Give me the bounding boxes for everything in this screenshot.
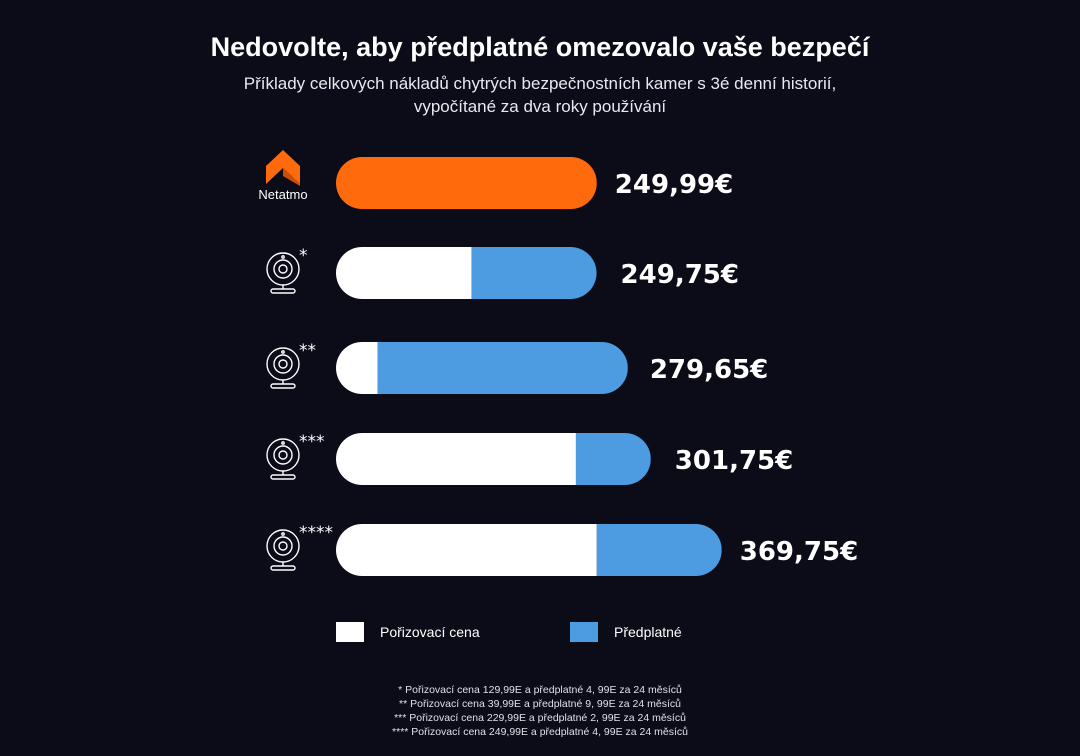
legend-swatch-purchase [336, 622, 364, 642]
chart-legend [336, 622, 756, 644]
camera-icon-1 [267, 253, 299, 293]
footnote-marker-2: ** [299, 341, 316, 361]
footnote-marker-1: * [299, 246, 308, 266]
bar-group-2 [336, 247, 597, 299]
value-label-5: 369,75€ [739, 537, 859, 567]
netatmo-logo-text: Netatmo [258, 187, 308, 202]
footnote-2: ** Pořizovací cena 39,99E a předplatné 9, 99E za 24 měsíců [399, 698, 681, 710]
bar-subscription-2 [378, 342, 628, 394]
bar-purchase-1 [336, 247, 472, 299]
legend-item-purchase [336, 622, 480, 642]
bar-subscription-3 [576, 433, 651, 485]
bar-subscription-1 [472, 247, 597, 299]
footnotes [0, 683, 1080, 739]
bar-netatmo [336, 157, 597, 209]
value-label-3: 279,65€ [649, 355, 769, 385]
bar-purchase-4 [336, 524, 597, 576]
bar-subscription-4 [597, 524, 722, 576]
legend-swatch-subscription [570, 622, 598, 642]
camera-icon-2 [267, 348, 299, 388]
bar-purchase-3 [336, 433, 576, 485]
legend-label-subscription: Předplatné [614, 624, 682, 640]
camera-icon-4 [267, 530, 299, 570]
footnote-marker-3: *** [299, 432, 325, 452]
chart-title: Nedovolte, aby předplatné omezovalo vaše bezpečí [210, 32, 870, 62]
legend-label-purchase: Pořizovací cena [380, 624, 480, 640]
subtitle-line-1: Příklady celkových nákladů chytrých bezpečnostních kamer s 3é denní historií, [243, 74, 837, 93]
bar-group-5 [336, 524, 722, 576]
value-label-2: 249,75€ [620, 260, 739, 290]
netatmo-logo-icon [266, 150, 300, 186]
bar-purchase-2 [336, 342, 378, 394]
camera-icon-3 [267, 439, 299, 479]
value-label-1: 249,99€ [614, 170, 734, 200]
footnote-4: **** Pořizovací cena 249,99E a předplatné 4, 99E za 24 měsíců [392, 726, 688, 738]
bar-group-4 [336, 433, 651, 485]
legend-item-subscription [570, 622, 682, 642]
value-label-4: 301,75€ [674, 446, 794, 476]
footnote-marker-4: **** [299, 523, 333, 543]
bar-group-1 [336, 157, 597, 209]
subtitle-line-2: vypočítané za dva roky používání [413, 97, 667, 116]
footnote-1: * Pořizovací cena 129,99E a předplatné 4, 99E za 24 měsíců [398, 684, 682, 696]
bar-group-3 [336, 342, 628, 394]
footnote-3: *** Pořizovací cena 229,99E a předplatné 2, 99E za 24 měsíců [394, 712, 686, 724]
